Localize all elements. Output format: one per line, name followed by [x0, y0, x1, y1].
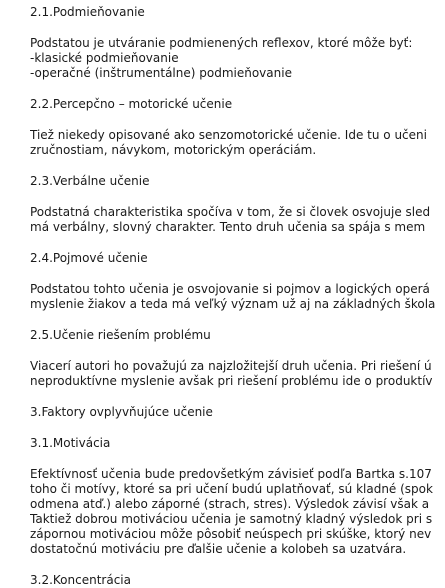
paragraph-line: toho či motívy, ktoré sa pri učení budú uplatňovať, sú kladné (spok: [30, 482, 433, 496]
paragraph-line: neproduktívne myslenie avšak pri riešení problému ide o produktív: [30, 374, 433, 388]
section-heading: 2.1.Podmieňovanie: [30, 5, 145, 19]
paragraph-line: myslenie žiakov a teda má veľký význam už aj na základných škola: [30, 297, 436, 311]
section-heading: 2.2.Percepčno – motorické učenie: [30, 97, 233, 111]
paragraph-line: dostatočnú motiváciu pre ďalšie učenie a kolobeh sa uzatvára.: [30, 542, 407, 556]
paragraph-line: zručnostiam, návykom, motorickým operáciám.: [30, 143, 317, 157]
paragraph-line: Taktiež dobrou motiváciou učenia je samotný kladný výsledok pri s: [30, 512, 433, 526]
section-heading: 2.5.Učenie riešením problému: [30, 328, 211, 342]
section-heading: 3.1.Motivácia: [30, 436, 111, 450]
paragraph-line: Podstatou je utváranie podmienených reflexov, ktoré môže byť:: [30, 36, 413, 50]
paragraph-line: odmena atď.) alebo záporné (strach, stres). Výsledok závisí však a: [30, 497, 430, 511]
paragraph-line: Tiež niekedy opisované ako senzomotorické učenie. Ide tu o učeni: [30, 128, 427, 142]
paragraph-line: Podstatou tohto učenia je osvojovanie si pojmov a logických operá: [30, 282, 430, 296]
document-body: [30, 5, 445, 588]
chapter-heading: 3.Faktory ovplyvňujúce učenie: [30, 405, 213, 419]
paragraph-line: -klasické podmieňovanie: [30, 51, 179, 65]
paragraph-line: Efektívnosť učenia bude predovšetkým závisieť podľa Bartka s.107: [30, 467, 432, 481]
section-heading: 2.4.Pojmové učenie: [30, 251, 148, 265]
paragraph-line: Viacerí autori ho považujú za najzložitejší druh učenia. Pri riešení ú: [30, 359, 432, 373]
paragraph-line: -operačné (inštrumentálne) podmieňovanie: [30, 66, 292, 80]
section-heading: 2.3.Verbálne učenie: [30, 174, 150, 188]
section-heading: 3.2.Koncentrácia: [30, 573, 131, 587]
paragraph-line: zápornou motiváciou môže pôsobiť neúspech pri skúške, ktorý nev: [30, 527, 432, 541]
paragraph-line: Podstatná charakteristika spočíva v tom, že si človek osvojuje sled: [30, 205, 431, 219]
paragraph-line: má verbálny, slovný charakter. Tento druh učenia sa spája s mem: [30, 220, 426, 234]
